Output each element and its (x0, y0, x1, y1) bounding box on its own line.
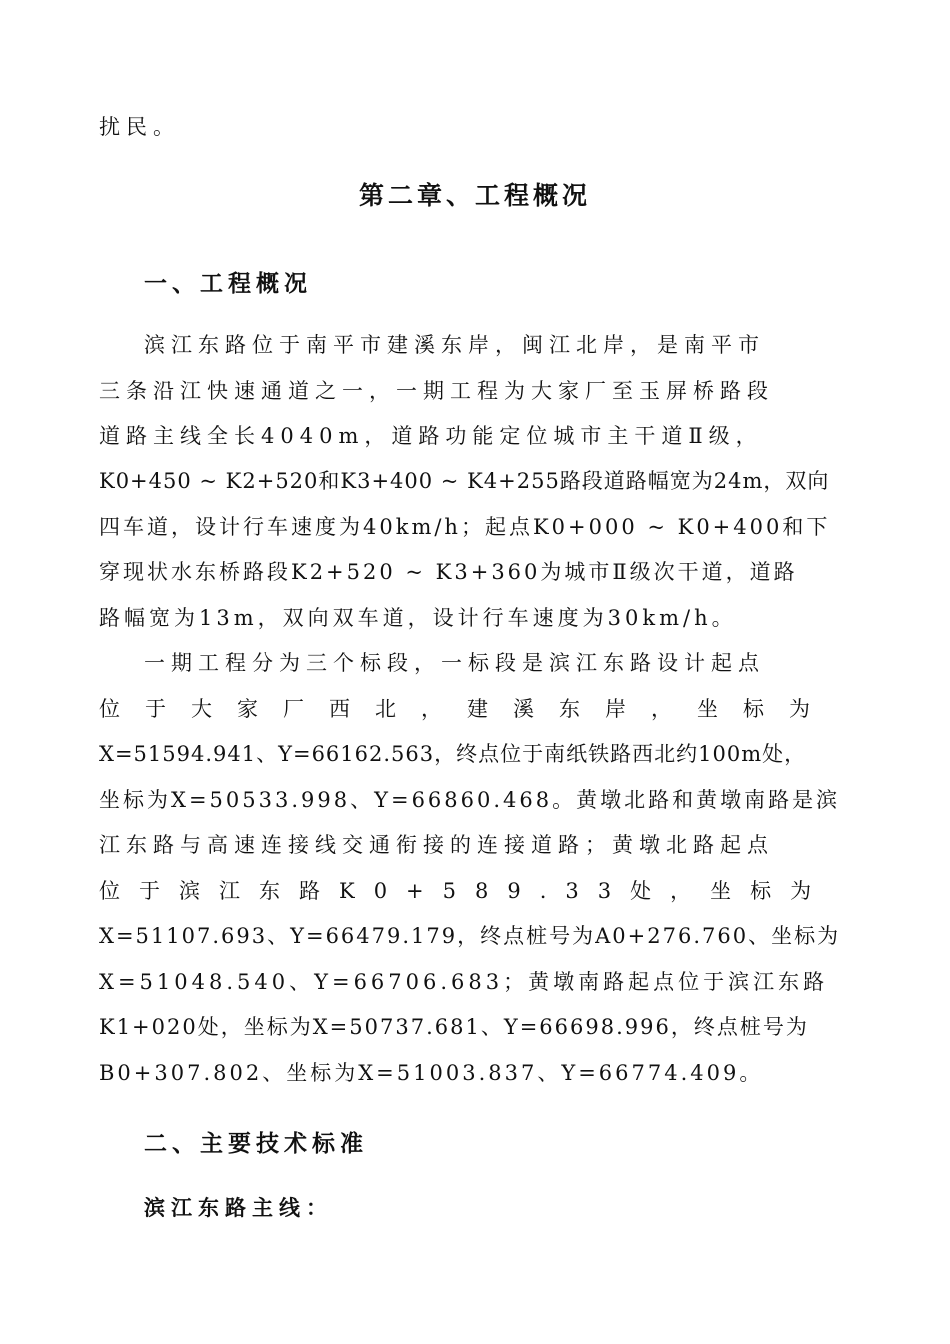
paragraph-line: 路幅宽为13m，双向双车道，设计行车速度为30km/h。 (99, 606, 737, 630)
paragraph-line: 江东路与高速连接线交通衔接的连接道路；黄墩北路起点 (99, 833, 774, 857)
paragraph-line: 位于滨江东路K0+589.33处，坐标为 (99, 879, 831, 903)
paragraph-line: X=51594.941、Y=66162.563，终点位于南纸铁路西北约100m处， (99, 742, 807, 766)
paragraph-line: 坐标为X=50533.998、Y=66860.468。黄墩北路和黄墩南路是滨 (99, 788, 841, 812)
paragraph-line: X=51107.693、Y=66479.179，终点桩号为A0+276.760、坐标为 (99, 924, 841, 948)
subheading-main-line: 滨江东路主线： (144, 1196, 333, 1220)
paragraph-line: 四车道，设计行车速度为40km/h；起点K0+000 ~ K0+400和下 (99, 515, 831, 539)
paragraph-line: 位于大家厂西北，建溪东岸，坐标为 (99, 697, 835, 721)
section-heading-overview: 一、工程概况 (144, 271, 312, 297)
section-heading-standards: 二、主要技术标准 (144, 1131, 368, 1157)
chapter-title: 第二章、工程概况 (358, 181, 591, 210)
continuation-text: 扰民。 (99, 115, 180, 139)
paragraph-line: 道路主线全长4040m，道路功能定位城市主干道Ⅱ级， (99, 424, 763, 448)
paragraph-line: X=51048.540、Y=66706.683；黄墩南路起点位于滨江东路 (99, 970, 829, 994)
paragraph-line: 穿现状水东桥路段K2+520 ~ K3+360为城市Ⅱ级次干道，道路 (99, 560, 798, 584)
paragraph-line: 一期工程分为三个标段，一标段是滨江东路设计起点 (144, 651, 765, 675)
paragraph-line: B0+307.802、坐标为X=51003.837、Y=66774.409。 (99, 1061, 764, 1085)
paragraph-line: K0+450 ~ K2+520和K3+400 ~ K4+255路段道路幅宽为24m，双向 (99, 469, 830, 493)
paragraph-line: 滨江东路位于南平市建溪东岸，闽江北岸，是南平市 (144, 333, 765, 357)
paragraph-line: 三条沿江快速通道之一，一期工程为大家厂至玉屏桥路段 (99, 379, 774, 403)
paragraph-line: K1+020处，坐标为X=50737.681、Y=66698.996，终点桩号为 (99, 1015, 809, 1039)
